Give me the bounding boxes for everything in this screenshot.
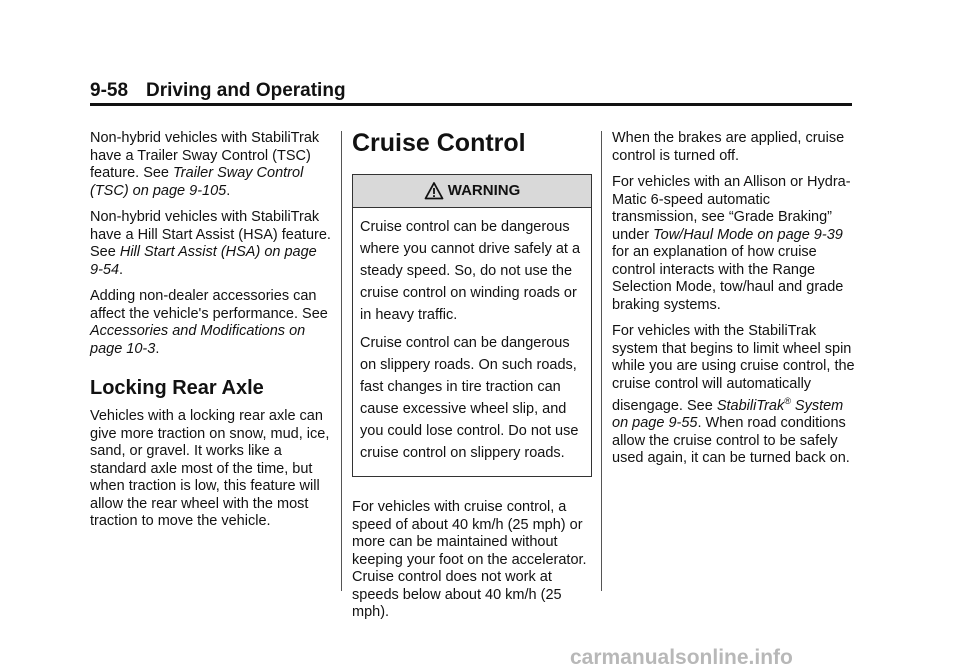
column-divider-right	[601, 131, 602, 591]
xref-tsc[interactable]: Trailer Sway Control (TSC) on page 9-105	[90, 165, 304, 199]
warning-header	[353, 175, 591, 208]
page-number: 9-58	[90, 80, 129, 101]
section-title: Driving and Operating	[146, 80, 346, 101]
column-divider-left	[341, 131, 342, 591]
watermark: carmanualsonline.info	[570, 646, 793, 669]
xref-accessories[interactable]: Accessories and Modifications on page 10-3	[90, 323, 306, 357]
warning-paragraph-1: Cruise control can be dangerous where you cannot drive safely at a steady speed. So, do not use the cruise control on winding roads or in heavy traffic.	[360, 219, 581, 323]
header-rule	[90, 103, 852, 106]
xref-tow-haul[interactable]: Tow/Haul Mode on page 9-39	[653, 226, 843, 243]
paragraph-brakes: When the brakes are applied, cruise control is turned off.	[612, 130, 845, 164]
column-left	[90, 130, 332, 540]
page-header	[90, 80, 852, 102]
column-middle	[352, 128, 592, 631]
warning-box	[352, 174, 592, 477]
heading-cruise-control: Cruise Control	[352, 129, 526, 157]
heading-locking-rear-axle: Locking Rear Axle	[90, 377, 264, 399]
column-right	[612, 130, 857, 477]
paragraph-locking-axle: Vehicles with a locking rear axle can give more traction on snow, mud, ice, sand, or gravel. It works like a standard axle most of the time, but when traction is low, this feature will allow the rear wheel with the most traction to move the vehicle.	[90, 408, 330, 529]
xref-hsa[interactable]: Hill Start Assist (HSA) on page 9-54	[90, 244, 317, 278]
warning-label: WARNING	[447, 182, 521, 200]
warning-paragraph-2: Cruise control can be dangerous on slippery roads. On such roads, fast changes in tire traction can cause excessive wheel slip, and you could lose control. Do not use cruise control on slippery roads.	[360, 335, 579, 461]
paragraph-cruise-speed: For vehicles with cruise control, a speed of about 40 km/h (25 mph) or more can be maintained without keeping your foot on the accelerator. Cruise control does not work at speeds below about 40 km/h (25 mph).	[352, 499, 587, 620]
paragraph-hsa: Non-hybrid vehicles with StabiliTrak have a Hill Start Assist (HSA) feature. See Hill Start Assist (HSA) on page 9-54.	[90, 209, 331, 278]
warning-icon	[424, 181, 444, 201]
warning-body	[353, 208, 591, 476]
paragraph-stabilitrak: For vehicles with the StabiliTrak system that begins to limit wheel spin while you are using cruise control, the cruise control will automatically disengage. See StabiliTrak® System on page 9-55. When road conditions allow the cruise control to be safely used again, it can be turned back on.	[612, 323, 855, 467]
xref-stabilitrak[interactable]: StabiliTrak® System on page 9-55	[612, 396, 844, 432]
paragraph-accessories: Adding non-dealer accessories can affect the vehicle's performance. See Accessories and Modifications on page 10-3.	[90, 288, 328, 357]
paragraph-tsc: Non-hybrid vehicles with StabiliTrak have a Trailer Sway Control (TSC) feature. See Trailer Sway Control (TSC) on page 9-105.	[90, 130, 320, 199]
paragraph-transmission: For vehicles with an Allison or Hydra-Matic 6-speed automatic transmission, see “Grade Braking” under Tow/Haul Mode on page 9-39 for an explanation of how cruise control interacts with the Range Selection Mode, tow/haul and grade braking systems.	[612, 174, 851, 313]
